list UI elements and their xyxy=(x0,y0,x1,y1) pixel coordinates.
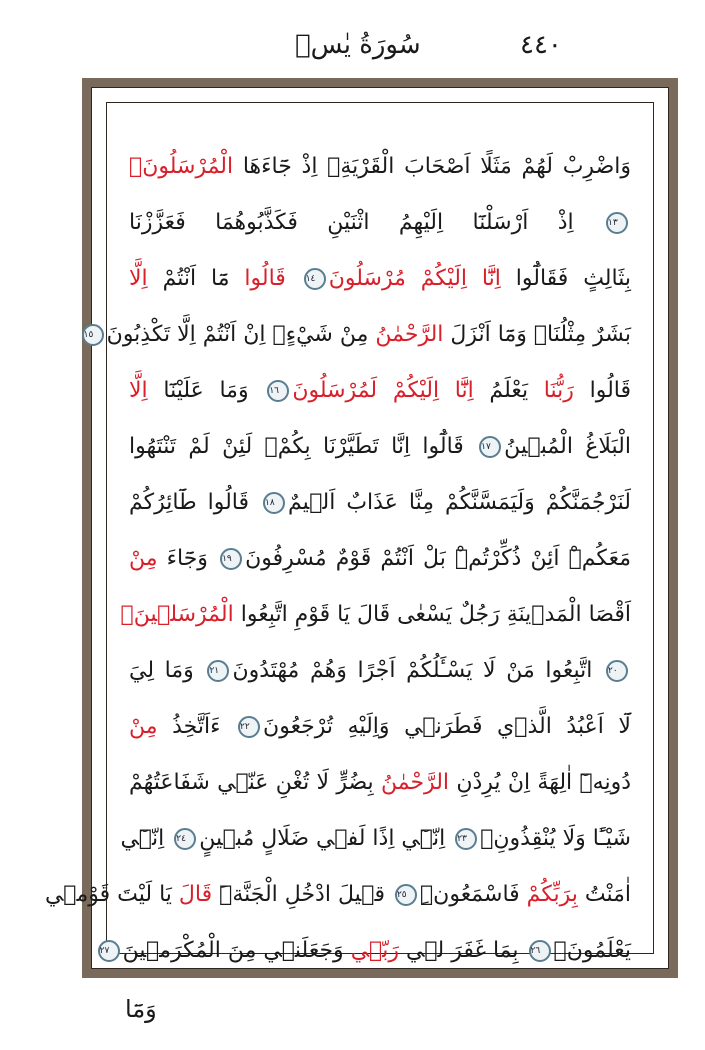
verse-text: يَعْلَمُ xyxy=(473,378,544,403)
highlighted-word: الرَّحْمٰنُ xyxy=(380,770,450,795)
verse-text: بِضُرٍّ لَا تُغْنِ عَنّ۪ي شَفَاعَتُهُمْ xyxy=(129,770,381,795)
verse-text: فَاسْمَعُونِۜ xyxy=(419,882,527,907)
highlighted-word: اِلَّا xyxy=(129,378,148,403)
catchword: وَمَٓا xyxy=(125,995,157,1023)
verse-text: ق۪يلَ ادْخُلِ الْجَنَّةَۜ xyxy=(212,882,392,907)
highlighted-word: اِنَّٓا اِلَيْكُمْ مُرْسَلُونَ xyxy=(328,266,501,291)
verse-text: بِثَالِثٍ فَقَالُٓوا xyxy=(500,266,631,291)
verse-text: مَعَكُمْۜ اَئِنْ ذُكِّرْتُمْۜ بَلْ اَنْتُمْ قَوْمٌ مُسْرِفُونَ xyxy=(245,546,631,571)
verse-text: اتَّبِعُوا مَنْ لَا يَسْـَٔلُكُمْ اَجْرًا وَهُمْ مُهْتَدُونَ xyxy=(232,658,603,683)
highlighted-word: مِنْ xyxy=(129,546,158,571)
page-frame xyxy=(44,78,678,978)
verse-text: قَالُٓوا اِنَّا تَطَيَّرْنَا بِكُمْۚ لَئِنْ لَمْ تَنْتَهُوا xyxy=(129,434,477,459)
verse-line xyxy=(129,699,631,755)
verse-text: الْبَلَاغُ الْمُب۪ينُ xyxy=(504,434,631,459)
verse-text: وَجَٓاءَ xyxy=(157,546,218,571)
highlighted-word: الرَّحْمٰنُ xyxy=(375,322,444,347)
ayah-number-marker: ١٦ xyxy=(267,380,289,402)
verse-text: لَنَرْجُمَنَّكُمْ وَلَيَمَسَّنَّكُمْ مِنَّا عَذَابٌ اَل۪يمٌ xyxy=(288,490,631,515)
verse-text: اِذْ اَرْسَلْنَٓا اِلَيْهِمُ اثْنَيْنِ فَكَذَّبُوهُمَا فَعَزَّزْنَا xyxy=(129,210,603,235)
verse-line xyxy=(129,419,631,475)
highlighted-word: الْمُرْسَل۪ينَۙ xyxy=(120,602,234,627)
ayah-number-marker: ٢١ xyxy=(207,660,229,682)
highlighted-word: قَالَ xyxy=(178,882,213,907)
verse-line xyxy=(120,811,631,867)
ayah-number-marker: ١٧ xyxy=(479,436,501,458)
verse-line xyxy=(129,531,631,587)
highlighted-word: رَبُّنَا xyxy=(543,378,574,403)
ayah-number-marker: ١٥ xyxy=(82,324,104,346)
ayah-number-marker: ١٣ xyxy=(606,212,628,234)
highlighted-word: بِرَبِّكُمْ xyxy=(526,882,578,907)
ayah-number-marker: ٢٢ xyxy=(238,716,260,738)
verse-text xyxy=(286,266,301,291)
verse-line xyxy=(44,867,631,923)
ayah-number-marker: ١٩ xyxy=(220,548,242,570)
page-number: ٤٤٠ xyxy=(520,30,562,60)
verse-text: اٰمَنْتُ xyxy=(577,882,631,907)
verse-text: لَٓا اَعْبُدُ الَّذ۪ي فَطَرَن۪ي وَاِلَيْهِ تُرْجَعُونَ xyxy=(263,714,631,739)
verse-text: قَالُوا xyxy=(573,378,631,403)
ayah-number-marker: ١٤ xyxy=(304,268,326,290)
verse-line xyxy=(129,643,631,699)
verse-line xyxy=(129,251,631,307)
verse-line xyxy=(129,475,631,531)
page-header xyxy=(0,30,705,70)
verse-text: بَشَرٌ مِثْلُنَاۙ وَمَٓا اَنْزَلَ xyxy=(443,322,631,347)
highlighted-word: رَبّ۪ي xyxy=(350,938,399,963)
verse-text: يَا لَيْتَ قَوْم۪ي xyxy=(44,882,179,907)
verse-lines xyxy=(44,139,631,979)
ayah-number-marker: ٢٠ xyxy=(606,660,628,682)
ayah-number-marker: ٢٣ xyxy=(455,828,477,850)
verse-text: وَجَعَلَن۪ي مِنَ الْمُكْرَم۪ينَ xyxy=(122,938,351,963)
verse-text: وَاضْرِبْ لَهُمْ مَثَلًا اَصْحَابَ الْقَرْيَةِۢ اِذْ جَٓاءَهَا xyxy=(233,154,631,179)
verse-text: وَمَا عَلَيْنَٓا xyxy=(147,378,265,403)
verse-text: يَعْلَمُونَۙ xyxy=(553,938,631,963)
ayah-number-marker: ١٨ xyxy=(263,492,285,514)
ayah-number-marker: ٢٧ xyxy=(98,940,120,962)
verse-text: اِنّ۪ٓي اِذًا لَف۪ي ضَلَالٍ مُب۪ينٍ xyxy=(199,826,453,851)
verse-line xyxy=(129,195,631,251)
verse-line xyxy=(120,587,631,643)
verse-text: بِمَا غَفَرَ ل۪ي xyxy=(398,938,526,963)
verse-text: قَالُوا طَٓائِرُكُمْ xyxy=(129,490,261,515)
highlighted-word: اِلَّا xyxy=(129,266,148,291)
highlighted-word: مِنْ xyxy=(129,714,158,739)
ayah-number-marker: ٢٦ xyxy=(529,940,551,962)
verse-line xyxy=(129,363,631,419)
verse-text: اَقْصَا الْمَد۪ينَةِ رَجُلٌ يَسْعٰى قَالَ يَا قَوْمِ اتَّبِعُوا xyxy=(233,602,631,627)
verse-line xyxy=(83,307,631,363)
highlighted-word: الْمُرْسَلُونَۚ xyxy=(129,154,234,179)
surah-title: سُورَةُ يٰسۤ xyxy=(295,30,421,60)
verse-text: وَمَا لِيَ xyxy=(129,658,205,683)
verse-text: مِنْ شَيْءٍۙ اِنْ اَنْتُمْ اِلَّا تَكْذِبُونَ xyxy=(106,322,376,347)
verse-text: ءَاَتَّخِذُ xyxy=(157,714,236,739)
verse-line xyxy=(99,923,631,979)
ayah-number-marker: ٢٥ xyxy=(395,884,417,906)
highlighted-word: قَالُوا xyxy=(244,266,286,291)
verse-line xyxy=(129,755,631,811)
verse-line xyxy=(129,139,631,195)
ayah-number-marker: ٢٤ xyxy=(174,828,196,850)
verse-text: دُونِه۪ٓ اٰلِهَةً اِنْ يُرِدْنِ xyxy=(449,770,631,795)
verse-text: شَيْـًٔا وَلَا يُنْقِذُونِۚ xyxy=(480,826,631,851)
frame-border xyxy=(44,87,669,969)
verse-text: اِنّ۪ٓي xyxy=(120,826,172,851)
verse-text: مَٓا اَنْتُمْ xyxy=(147,266,245,291)
highlighted-word: اِنَّٓا اِلَيْكُمْ لَمُرْسَلُونَ xyxy=(292,378,474,403)
text-panel xyxy=(44,102,654,963)
